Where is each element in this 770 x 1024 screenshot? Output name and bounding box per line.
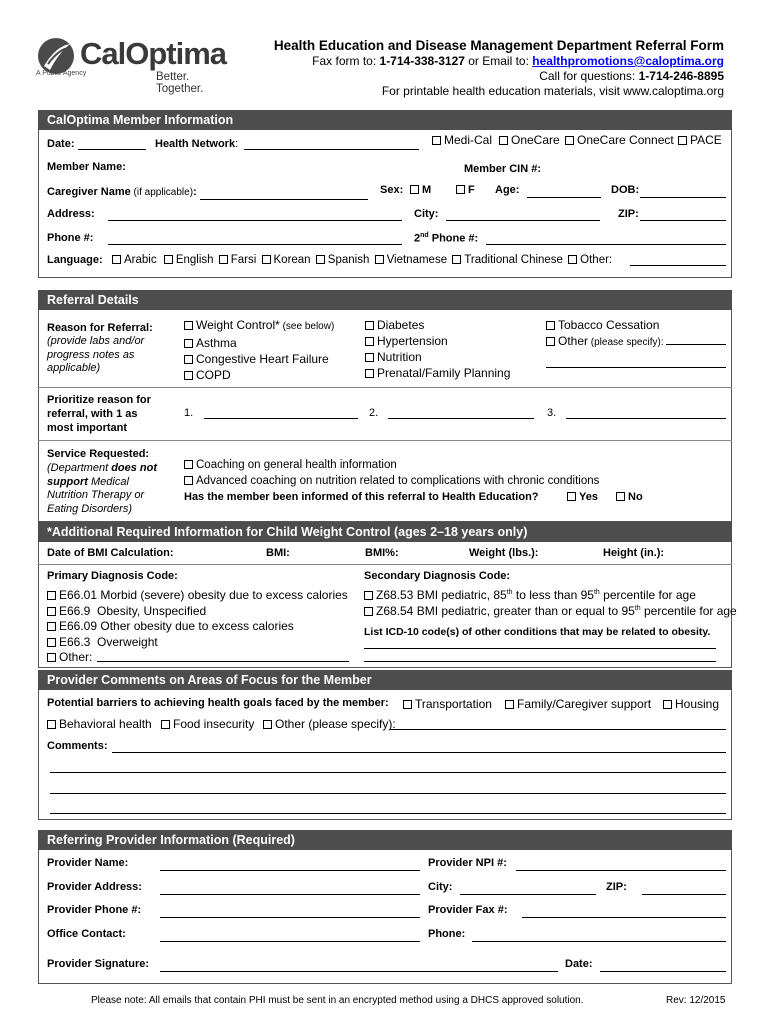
barrier-behavioral[interactable] (47, 717, 152, 731)
checkbox-icon[interactable] (184, 321, 193, 330)
language-label: Language: (47, 254, 103, 266)
provider-zip-field[interactable] (642, 894, 726, 895)
language-spanish[interactable] (316, 254, 370, 266)
provider-name-label: Provider Name: (47, 857, 129, 869)
language-label-text: Other: (580, 254, 613, 266)
language-options (112, 254, 612, 266)
logo-wordmark: CalOptima (80, 36, 227, 71)
sec-text-b: to less than 95 (512, 588, 594, 602)
sec-sup-2: th (593, 589, 600, 596)
language-arabic[interactable] (112, 254, 157, 266)
service-coaching-advanced[interactable] (184, 475, 599, 487)
sec-text-a: Z68.54 BMI pediatric, greater than or equal to 95 (376, 604, 635, 618)
comments-field-4[interactable] (50, 813, 726, 814)
health-network-colon: : (235, 138, 239, 150)
provider-name-field[interactable] (160, 870, 420, 871)
reason-other-field[interactable] (666, 344, 726, 345)
checkbox-icon[interactable] (364, 607, 373, 616)
reason-text: Diabetes (377, 318, 425, 332)
reason-copd[interactable] (184, 367, 334, 383)
checkbox-icon[interactable] (184, 339, 193, 348)
service-note-1: (Department (47, 462, 112, 474)
checkbox-icon[interactable] (432, 136, 441, 145)
signature-label: Provider Signature: (47, 958, 150, 970)
language-label-text: Traditional Chinese (464, 254, 563, 266)
checkbox-icon[interactable] (263, 720, 272, 729)
provider-npi-label: Provider NPI #: (428, 857, 507, 869)
primary-e66-09[interactable] (47, 619, 348, 635)
sex-m-label: M (422, 184, 432, 196)
provider-zip-label: ZIP: (606, 881, 627, 893)
comments-section-heading: Provider Comments on Areas of Focus for the Member (38, 670, 732, 690)
barrier-other[interactable] (263, 717, 396, 731)
sex-label: Sex: (380, 184, 404, 196)
informed-no-label: No (628, 491, 643, 503)
logo-tagline: Better. Together. (156, 71, 204, 95)
checkbox-icon[interactable] (219, 255, 228, 264)
service-label: Service Requested: (47, 448, 150, 460)
primary-other[interactable] (47, 650, 348, 666)
reason-note: (provide labs and/or progress notes as applicable) (47, 335, 145, 374)
primary-list (47, 588, 348, 666)
member-cin-label: Member CIN #: (464, 163, 542, 175)
checkbox-icon[interactable] (375, 255, 384, 264)
barrier-text: Housing (675, 697, 720, 711)
height-label: Height (in.): (603, 547, 665, 559)
phone-field[interactable] (108, 244, 402, 245)
city-label: City: (414, 208, 439, 220)
checkbox-icon[interactable] (184, 460, 193, 469)
provider-npi-field[interactable] (516, 870, 726, 871)
provider-fax-label: Provider Fax #: (428, 904, 508, 916)
sex-m[interactable] (410, 184, 431, 196)
dob-label: DOB: (611, 184, 640, 196)
email-prefix: or Email to: (464, 54, 533, 68)
caregiver-note: (if applicable) (130, 187, 194, 198)
checkbox-icon[interactable] (616, 492, 625, 501)
reason-diabetes[interactable] (365, 317, 510, 333)
phone-label: Phone #: (47, 232, 94, 244)
plan-label: Medi-Cal (444, 133, 493, 147)
informed-yes[interactable] (567, 491, 598, 503)
language-label-text: Spanish (327, 254, 370, 266)
informed-no[interactable] (616, 491, 643, 503)
checkbox-icon[interactable] (456, 185, 465, 194)
provider-city-field[interactable] (460, 894, 596, 895)
sec-sup: th (634, 605, 641, 612)
checkbox-icon[interactable] (568, 255, 577, 264)
checkbox-icon[interactable] (365, 337, 374, 346)
barrier-text: Family/Caregiver support (517, 697, 652, 711)
health-network-label (155, 138, 238, 150)
primary-text: E66.9 Obesity, Unspecified (59, 603, 207, 618)
call-line (539, 69, 724, 83)
reason-text: COPD (196, 368, 231, 382)
zip-field[interactable] (640, 220, 726, 221)
checkbox-icon[interactable] (403, 700, 412, 709)
secondary-z68-53[interactable] (364, 588, 696, 602)
checkbox-icon[interactable] (184, 476, 193, 485)
reason-note-text: (see below) (279, 321, 335, 332)
checkbox-icon[interactable] (184, 371, 193, 380)
checkbox-icon[interactable] (161, 720, 170, 729)
checkbox-icon[interactable] (164, 255, 173, 264)
dob-field[interactable] (640, 197, 726, 198)
reason-prenatal[interactable] (365, 365, 510, 381)
health-network-field[interactable] (244, 149, 419, 150)
sex-f-label: F (468, 184, 475, 196)
barrier-transportation[interactable] (403, 697, 492, 711)
language-korean[interactable] (262, 254, 311, 266)
office-phone-field[interactable] (472, 941, 726, 942)
language-label-text: Farsi (230, 254, 257, 266)
provider-phone-field[interactable] (160, 917, 420, 918)
checkbox-icon[interactable] (47, 638, 56, 647)
call-number: 1-714-246-8895 (638, 69, 724, 83)
reason-other[interactable] (546, 333, 664, 351)
checkbox-icon[interactable] (364, 591, 373, 600)
service-text: Advanced coaching on nutrition related to complications with chronic conditions (196, 475, 600, 487)
priority-1-label: 1. (184, 407, 194, 419)
icd-field-1[interactable] (364, 648, 716, 649)
weight-label: Weight (lbs.): (469, 547, 539, 559)
primary-e66-9[interactable] (47, 604, 348, 620)
checkbox-icon[interactable] (47, 720, 56, 729)
date-label: Date: (47, 138, 75, 150)
phone2-sup: nd (420, 232, 429, 239)
call-prefix: Call for questions: (539, 69, 639, 83)
caregiver-label (47, 186, 197, 198)
priority-2-field[interactable] (388, 418, 534, 419)
priority-2-label: 2. (369, 407, 379, 419)
plan-label: OneCare (511, 133, 560, 147)
checkbox-icon[interactable] (505, 700, 514, 709)
barrier-text: Food insecurity (173, 717, 255, 731)
checkbox-icon[interactable] (47, 622, 56, 631)
reason-text: Congestive Heart Failure (196, 352, 329, 366)
sec-text-b: percentile for age (640, 604, 737, 618)
primary-e66-3[interactable] (47, 635, 348, 651)
phone2-label (414, 232, 478, 245)
bmi-label: BMI: (266, 547, 290, 559)
member-name-label: Member Name: (47, 161, 126, 173)
referring-section-heading: Referring Provider Information (Required) (38, 830, 732, 850)
caregiver-colon: : (193, 186, 197, 198)
date-field[interactable] (78, 149, 146, 150)
language-label-text: Vietnamese (386, 254, 448, 266)
divider (38, 387, 732, 388)
reason-tobacco[interactable] (546, 317, 664, 333)
barrier-text: Other (please specify): (275, 717, 396, 731)
secondary-z68-54[interactable] (364, 604, 737, 618)
primary-text: Other: (59, 650, 93, 664)
fax-prefix: Fax form to: (312, 54, 380, 68)
barrier-housing[interactable] (663, 697, 719, 711)
checkbox-icon[interactable] (47, 591, 56, 600)
secondary-label: Secondary Diagnosis Code: (364, 570, 511, 582)
priority-1-field[interactable] (204, 418, 358, 419)
comments-section (38, 670, 732, 820)
phone2-field[interactable] (486, 244, 726, 245)
reason-col3 (546, 317, 664, 351)
reason-text: Prenatal/Family Planning (377, 366, 511, 380)
language-traditional-chinese[interactable] (452, 254, 563, 266)
fax-line (312, 54, 724, 68)
checkbox-icon[interactable] (47, 653, 56, 662)
checkbox-icon[interactable] (678, 136, 687, 145)
logo-agency: A Public Agency (36, 70, 87, 77)
referral-section-heading: Referral Details (38, 290, 732, 310)
sec-text-c: percentile for age (599, 588, 696, 602)
comments-field-3[interactable] (50, 793, 726, 794)
footer-note: Please note: All emails that contain PHI must be sent in an encrypted method using a DHCS approved solution. (91, 995, 584, 1006)
age-label: Age: (495, 184, 520, 196)
signature-field[interactable] (160, 971, 558, 972)
service-text: Coaching on general health information (196, 459, 397, 471)
comments-field-1[interactable] (112, 752, 726, 753)
informed-question: Has the member been informed of this referral to Health Education? (184, 491, 539, 503)
primary-text: E66.09 Other obesity due to excess calories (59, 619, 294, 633)
checkbox-icon[interactable] (262, 255, 271, 264)
zip-label: ZIP: (618, 208, 639, 220)
bmi-pct-label: BMI%: (365, 547, 399, 559)
informed-yes-label: Yes (579, 491, 598, 503)
primary-text: E66.01 Morbid (severe) obesity due to excess calories (59, 588, 348, 602)
checkbox-icon[interactable] (112, 255, 121, 264)
reason-asthma[interactable] (184, 335, 334, 351)
caregiver-text: Caregiver Name (47, 186, 131, 198)
language-label-text: Arabic (124, 254, 157, 266)
barrier-text: Transportation (415, 697, 492, 711)
checkbox-icon[interactable] (410, 185, 419, 194)
reason-other-field-2[interactable] (546, 367, 726, 368)
language-label-text: Korean (273, 254, 311, 266)
primary-text: E66.3 Overweight (59, 634, 158, 649)
checkbox-icon[interactable] (47, 607, 56, 616)
barrier-text: Behavioral health (59, 717, 152, 731)
checkbox-icon[interactable] (567, 492, 576, 501)
language-vietnamese[interactable] (375, 254, 448, 266)
language-other[interactable] (568, 254, 612, 266)
reason-text: Hypertension (377, 334, 448, 348)
barriers-label: Potential barriers to achieving health goals faced by the member: (47, 697, 389, 709)
checkbox-icon[interactable] (365, 369, 374, 378)
office-phone-label: Phone: (428, 928, 466, 940)
icd-field-2[interactable] (364, 661, 716, 662)
checkbox-icon[interactable] (546, 321, 555, 330)
checkbox-icon[interactable] (663, 700, 672, 709)
reason-weight-control[interactable] (184, 317, 334, 335)
phone2-pre: 2 (414, 232, 421, 245)
service-note-3: Medical Nutrition Therapy or Eating Disorders (47, 475, 145, 515)
barrier-family[interactable] (505, 697, 651, 711)
city-field[interactable] (446, 220, 600, 221)
sec-text-a: Z68.53 BMI pediatric, 85 (376, 588, 507, 602)
age-field[interactable] (527, 197, 601, 198)
prioritize-label: Prioritize reason for referral, with 1 as most important (47, 394, 151, 434)
email-link[interactable]: healthpromotions@caloptima.org (532, 54, 724, 68)
reason-hypertension[interactable] (365, 333, 510, 349)
child-section-heading: *Additional Required Information for Child Weight Control (ages 2–18 years only) (38, 522, 732, 542)
reason-label: Reason for Referral: (47, 322, 153, 334)
reason-text: Weight Control* (196, 318, 280, 332)
reason-text: Tobacco Cessation (558, 318, 660, 332)
service-note-2: does not support (47, 462, 158, 488)
service-note-4: ) (128, 502, 132, 515)
reason-note-text: (please specify): (588, 337, 664, 348)
address-label: Address: (47, 208, 95, 220)
language-label-text: English (175, 254, 214, 266)
reason-col2 (365, 317, 510, 381)
reason-col1 (184, 317, 334, 383)
office-contact-field[interactable] (160, 941, 420, 942)
plan-label: OneCare Connect (577, 133, 674, 147)
reason-text: Nutrition (377, 350, 422, 364)
primary-e66-01[interactable] (47, 588, 348, 604)
priority-3-label: 3. (547, 407, 557, 419)
fax-number: 1-714-338-3127 (379, 54, 465, 68)
reason-nutrition[interactable] (365, 349, 510, 365)
bmi-date-label: Date of BMI Calculation: (47, 547, 174, 559)
signature-date-field[interactable] (600, 971, 726, 972)
barrier-other-field[interactable] (390, 729, 726, 730)
service-note (47, 462, 167, 516)
provider-phone-label: Provider Phone #: (47, 904, 142, 916)
plan-pace[interactable] (678, 133, 722, 147)
footer-rev: Rev: 12/2015 (666, 995, 726, 1006)
language-english[interactable] (164, 254, 214, 266)
comments-field-2[interactable] (50, 772, 726, 773)
checkbox-icon[interactable] (565, 136, 574, 145)
provider-city-label: City: (428, 881, 453, 893)
reason-text: Other (558, 334, 589, 348)
office-contact-label: Office Contact: (47, 928, 126, 940)
checkbox-icon[interactable] (316, 255, 325, 264)
provider-fax-field[interactable] (522, 917, 726, 918)
reason-text: Asthma (196, 336, 237, 350)
checkbox-icon[interactable] (184, 355, 193, 364)
barrier-food[interactable] (161, 717, 254, 731)
checkbox-icon[interactable] (546, 337, 555, 346)
plan-label: PACE (690, 133, 722, 147)
checkbox-icon[interactable] (499, 136, 508, 145)
plan-onecare[interactable] (499, 133, 560, 147)
member-name-field[interactable] (130, 174, 450, 175)
checkbox-icon[interactable] (365, 353, 374, 362)
provider-address-label: Provider Address: (47, 881, 142, 893)
logo (36, 36, 236, 95)
checkbox-icon[interactable] (365, 321, 374, 330)
primary-label: Primary Diagnosis Code: (47, 570, 178, 582)
address-field[interactable] (108, 220, 402, 221)
health-network-text: Health Network (155, 138, 236, 150)
service-coaching-general[interactable] (184, 459, 397, 471)
priority-3-field[interactable] (566, 418, 726, 419)
divider (38, 440, 732, 441)
language-other-field[interactable] (630, 265, 726, 266)
divider (38, 564, 732, 565)
provider-address-field[interactable] (160, 894, 420, 895)
sec-sup: th (506, 589, 513, 596)
signature-date-label: Date: (565, 958, 593, 970)
phone2-post: Phone #: (428, 232, 479, 245)
sex-f[interactable] (456, 184, 475, 196)
caregiver-field[interactable] (200, 199, 368, 200)
member-section-heading: CalOptima Member Information (38, 110, 732, 130)
language-farsi[interactable] (219, 254, 257, 266)
primary-other-field[interactable] (97, 661, 349, 662)
checkbox-icon[interactable] (452, 255, 461, 264)
printable-line: For printable health education materials, visit www.caloptima.org (381, 84, 724, 98)
plan-onecare-connect[interactable] (565, 133, 674, 147)
icd-label: List ICD-10 code(s) of other conditions that may be related to obesity. (364, 626, 711, 638)
form-title: Health Education and Disease Management Department Referral Form (273, 38, 724, 53)
comments-label: Comments: (47, 740, 108, 752)
plan-medi-cal[interactable] (432, 133, 492, 147)
reason-chf[interactable] (184, 351, 334, 367)
